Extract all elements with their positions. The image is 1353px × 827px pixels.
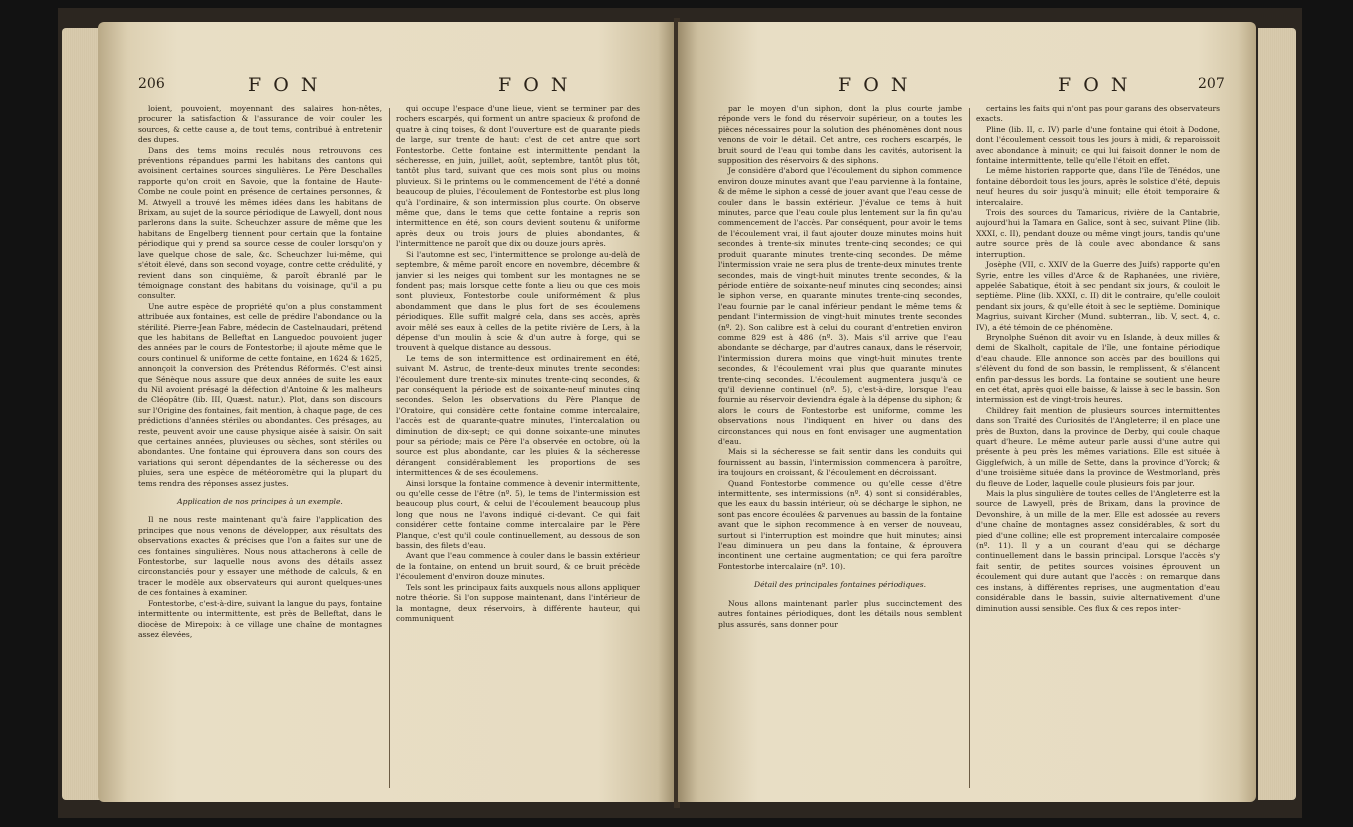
paragraph: Pline (lib. II, c. IV) parle d'une fontaine qui étoit à Dodone, dont l'écoulement cessoit tous les jours à midi, & reparoissoit avec abondance à minuit; ce qui lui faisoit donner le nom de fontaine intermittente, telle qu'elle l'étoit en effet.	[976, 124, 1220, 166]
paragraph: Mais la plus singulière de toutes celles de l'Angleterre est la source de Lawyell, près de Brixam, dans la province de Devonshire, à un mille de la mer. Elle est adossée au revers d'une chaîne de montagnes assez considérables, & sort du pied d'une colline; elle est proprement intercalaire composée (nº. 11). Il y a un courant d'eau qui se décharge continuellement dans le bassin principal. Lorsque l'accès s'y fait sentir, de petites sources voisines éprouvent un écoulement qui dure autant que l'accès : on remarque dans ces instans, à différentes reprises, une augmentation d'eau considérable dans le bassin, suivie alternativement d'une diminution aussi sensible. Ces flux & ces repos inter-	[976, 489, 1220, 613]
section-title: Application de nos principes à un exemple.	[177, 497, 343, 507]
paragraph: Tels sont les principaux faits auxquels nous allons appliquer notre théorie. Si l'on suppose maintenant, dans l'intérieur de la montagne, deux réservoirs, à différente hauteur, qui communiquent	[396, 582, 640, 623]
paragraph: loient, pouvoient, moyennant des salaires hon-nêtes, procurer la satisfaction & l'assurance de voir couler les sources, & cette cause a, de tout tems, contribué à entretenir des dupes.	[138, 104, 382, 145]
open-book	[58, 8, 1302, 818]
right-column-1	[718, 104, 962, 794]
left-page-header	[128, 74, 648, 100]
paragraph: par le moyen d'un siphon, dont la plus courte jambe réponde vers le fond du réservoir supérieur, on a toutes les pièces nécessaires pour la solution des phénomènes dont nous venons de voir le détail. Cet antre, ces rochers escarpés, le bruit sourd de l'eau qui tombe dans les cavités, autorisent la supposition des réservoirs & des siphons.	[718, 104, 962, 166]
paragraph: Il ne nous reste maintenant qu'à faire l'application des principes que nous venons de développer, aux résultats des observations exactes & précises que l'on a faites sur une de ces fontaines singulières. Nous nous attacherons à celle de Fontestorbe, sur laquelle nous avons des détails assez circonstanciés pour y essayer une méthode de calculs, & en tracer le modèle aux observateurs qui auront quelques-unes de ces fontaines à examiner.	[138, 515, 382, 598]
paragraph: Dans des tems moins reculés nous retrouvons ces préventions répandues parmi les habitans des cantons qui avoisinent certaines sources singulières. Le Père Deschalles rapporte qu'on croit en Savoie, que la fontaine de Haute-Combe ne coule point en présence de certaines personnes, & M. Atwyell a trouvé les mêmes idées dans les habitans de Brixam, au sujet de la source périodique de Lawyell, dont nous parlerons dans la suite. Scheuchzer assure de même que les habitans de Engelberg tiennent pour certain que la fontaine périodique qui y prend sa source cesse de couler lorsqu'on y lave quelque chose de sale, &c. Scheuchzer lui-même, qui s'étoit élevé, dans son second voyage, contre cette crédulité, y revient dans son cinquième, & paroît ébranlé par le témoignage constant des habitans du voisinage, qu'il a pu consulter.	[138, 145, 382, 301]
paragraph: Josèphe (VII, c. XXIV de la Guerre des Juifs) rapporte qu'en Syrie, entre les villes d'Arce & de Raphanées, une rivière, appelée Sabatique, étoit à sec pendant six jours, & couloit le septième. Pline (lib. XXXI, c. II) dit le contraire, qu'elle couloit pendant six jours, & qu'elle étoit à sec le septième. Dominique Magrius, suivant Kircher (Mund. subterran., lib. V, sect. 4, c. IV), a été témoin de ce phénomène.	[976, 260, 1220, 332]
paragraph: Trois des sources du Tamaricus, rivière de la Cantabrie, aujourd'hui la Tamara en Galice, sont à sec, suivant Pline (lib. XXXI, c. II), pendant douze ou même vingt jours, tandis qu'une autre source près de là coule avec abondance & sans interruption.	[976, 208, 1220, 259]
right-page	[678, 22, 1256, 802]
right-header-word-1: F O N	[838, 74, 911, 96]
page-edges-right	[1258, 28, 1296, 800]
paragraph: Ainsi lorsque la fontaine commence à devenir intermittente, ou qu'elle cesse de l'être (nº. 5), le tems de l'intermission est beaucoup plus court, & celui de l'écoulement beaucoup plus long que nous ne l'avons indiqué ci-devant. Ce qui fait considérer cette fontaine comme intercalaire par le Père Planque, c'est qu'il coule continuellement, au dessous de son bassin, des filets d'eau.	[396, 478, 640, 551]
paragraph: Le tems de son intermittence est ordinairement en été, suivant M. Astruc, de trente-deux minutes trente secondes: l'écoulement dure trente-six minutes trente-cinq secondes, & par conséquent la période est de soixante-neuf minutes cinq secondes. Selon les observations du Père Planque de l'Oratoire, qui considère cette fontaine comme intercalaire, l'accès est de quarante-quatre minutes, l'intercalation ou diminution de dix-sept; ce qui donne soixante-une minutes pour sa période; mais ce Père l'a observée en octobre, où la source est plus abondante, car les pluies & la sécheresse dérangent considérablement les proportions de ses intermittences & de ses écoulemens.	[396, 353, 640, 478]
paragraph: Une autre espèce de propriété qu'on a plus constamment attribuée aux fontaines, est celle de prédire l'abondance ou la stérilité. Pierre-Jean Fabre, médecin de Castelnaudari, prétend que les habitans de Belleftat en Languedoc pouvoient juger des années par le cours de Fontestorbe; il ajoute même que le cours continuel & uniforme de cette fontaine, en 1624 & 1625, annonçoit la conversion des Prétendus Réformés. C'est ainsi que Sénèque nous assure que deux années de suite les eaux du Nil avoient présagé la défection d'Antoine & les malheurs de Cléopâtre (lib. III, Quæst. natur.). Plot, dans son discours sur l'Origine des fontaines, fait mention, à chaque page, de ces prédictions d'années stériles ou abondantes. Ces présages, au reste, peuvent avoir une cause physique aisée à saisir. On sait que certaines années, pluvieuses ou sèches, sont stériles ou abondantes. Une fontaine qui éprouvera dans son cours des variations qui seront dépendantes de la sécheresse ou des pluies, sera une espèce de météoromètre qui la plupart du tems rendra des réponses assez justes.	[138, 301, 382, 488]
paragraph: Avant que l'eau commence à couler dans le bassin extérieur de la fontaine, on entend un bruit sourd, & ce bruit précède l'écoulement d'environ douze minutes.	[396, 551, 640, 582]
column-divider	[969, 108, 970, 788]
right-page-header	[708, 74, 1238, 100]
paragraph: Childrey fait mention de plusieurs sources intermittentes dans son Traité des Curiosités de l'Angleterre; il en place une près de Buxton, dans la province de Derby, qui coule chaque quart d'heure. Le même auteur parle aussi d'une autre qui présente à peu près les mêmes variations. Elle est située à Gigglefwich, à un mille de Sette, dans la province d'Yorck; & d'une troisième située dans la province de Westmorland, près du fleuve de Loder, laquelle coule plusieurs fois par jour.	[976, 405, 1220, 488]
left-page	[98, 22, 676, 802]
paragraph: Le même historien rapporte que, dans l'île de Ténédos, une fontaine débordoit tous les jours, après le solstice d'été, depuis neuf heures du soir jusqu'à minuit; elle étoit temporaire & intercalaire.	[976, 166, 1220, 207]
left-header-word-1: F O N	[248, 74, 321, 96]
paragraph: Je considère d'abord que l'écoulement du siphon commence environ douze minutes avant que l'eau parvienne à la fontaine, & de même le siphon a cessé de jouer avant que l'eau cesse de couler dans le bassin extérieur. J'évalue ce tems à huit minutes, parce que l'eau coule plus lentement sur la fin qu'au commencement de l'accès. Par conséquent, pour avoir le tems de l'écoulement vrai, il faut ajouter douze minutes moins huit secondes à trente-six minutes trente-cinq secondes; ce qui produit quarante minutes trente-cinq secondes. De même l'intermission vraie ne sera plus de trente-deux minutes trente secondes, mais de vingt-huit minutes trente secondes, & la période entière de soixante-neuf minutes cinq secondes; ainsi le siphon verse, en quarante minutes trente-cinq secondes, l'eau fournie par le canal inférieur pendant le même tems & pendant l'intermission de vingt-huit minutes trente secondes (nº. 2). Son calibre est à celui du courant d'entretien environ comme 829 est à 486 (nº. 3). Mais s'il arrive que l'eau abondante se décharge, par d'autres canaux, dans le réservoir, l'intermission durera moins que vingt-huit minutes trente secondes, & l'écoulement vrai plus que quarante minutes trente-cinq secondes. L'écoulement augmentera jusqu'à ce qu'il devienne continuel (nº. 5), c'est-à-dire, lorsque l'eau fournie au réservoir deviendra égale à la dépense du siphon; & alors le cours de Fontestorbe est uniforme, comme les observations nous l'indiquent en hiver ou dans des circonstances qui nous en font envisager une augmentation d'eau.	[718, 166, 962, 446]
right-header-word-2: F O N	[1058, 74, 1131, 96]
page-edges-left	[62, 28, 100, 800]
paragraph: Si l'automne est sec, l'intermittence se prolonge au-delà de septembre, & même paroît encore en novembre, décembre & janvier si les neiges qui tombent sur les montagnes ne se fondent pas; mais lorsque cette fonte a lieu ou que ces mois sont pluvieux, Fontestorbe coule uniformément & plus abondamment que dans le plus fort de ses écoulemens périodiques. Elle suffit malgré cela, dans ses accès, après avoir mêlé ses eaux à celles de la petite rivière de Lers, à la dépense d'un moulin à scie & d'un autre à forge, qui se trouvent à quelque distance au dessous.	[396, 249, 640, 353]
left-column-2	[396, 104, 640, 794]
paragraph: Mais si la sécheresse se fait sentir dans les conduits qui fournissent au bassin, l'intermission commencera à paroître, ira toujours en croissant, & l'écoulement en décroissant.	[718, 447, 962, 478]
right-page-number: 207	[1198, 76, 1225, 92]
paragraph: Quand Fontestorbe commence ou qu'elle cesse d'être intermittente, ses intermissions (nº. 4) sont si considérables, que les eaux du bassin intérieur, où se décharge le siphon, ne sont pas encore écoulées & parvenues au bassin de la fontaine avant que le siphon recommence à en verser de nouveau, surtout si l'interruption est moindre que huit minutes; ainsi l'eau diminuera un peu dans la fontaine, & éprouvera incontinent une certaine augmentation; ce qui fera paroître Fontestorbe intercalaire (nº. 10).	[718, 478, 962, 571]
section-title: Détail des principales fontaines périodiques.	[753, 580, 927, 590]
left-header-word-2: F O N	[498, 74, 571, 96]
paragraph: qui occupe l'espace d'une lieue, vient se terminer par des rochers escarpés, qui forment un antre spacieux & profond de quatre à cinq toises, & dont l'ouverture est de quarante pieds de large, sur trente de haut: c'est de cet antre que sort Fontestorbe. Cette fontaine est intermittente pendant la sécheresse, en juin, juillet, août, septembre, tantôt plus tôt, tantôt plus tard, suivant que ces mois sont plus ou moins pluvieux. Si le printems ou le commencement de l'été a donné beaucoup de pluies, l'écoulement de Fontestorbe est plus long qu'à l'ordinaire, & son intermission plus courte. On observe même que, dans le tems que cette fontaine a repris son intermittence en été, son cours devient soutenu & uniforme après deux ou trois jours de pluies abondantes, & l'intermittence ne paroît que dix ou douze jours après.	[396, 104, 640, 249]
right-column-2	[976, 104, 1220, 794]
paragraph: Nous allons maintenant parler plus succinctement des autres fontaines périodiques, dont les détails nous semblent plus assurés, sans donner pour	[718, 598, 962, 629]
column-divider	[389, 108, 390, 788]
left-column-1	[138, 104, 382, 794]
paragraph: certains les faits qui n'ont pas pour garans des observateurs exacts.	[976, 104, 1220, 124]
paragraph: Fontestorbe, c'est-à-dire, suivant la langue du pays, fontaine intermittente ou intermittente, est près de Belleftat, dans le diocèse de Mirepoix: à ce village une chaîne de montagnes assez élevées,	[138, 598, 382, 639]
left-page-number: 206	[138, 76, 165, 92]
paragraph: Brynolphe Suénon dit avoir vu en Islande, à deux milles & demi de Skalholt, capitale de l'île, une fontaine périodique d'eau chaude. Elle annonce son accès par des bouillons qui s'élèvent du fond de son bassin, le remplissent, & s'élancent enfin par-dessus les bords. La fontaine se soutient une heure en cet état, après quoi elle baisse, & laisse à sec le bassin. Son intermission est de vingt-trois heures.	[976, 332, 1220, 405]
